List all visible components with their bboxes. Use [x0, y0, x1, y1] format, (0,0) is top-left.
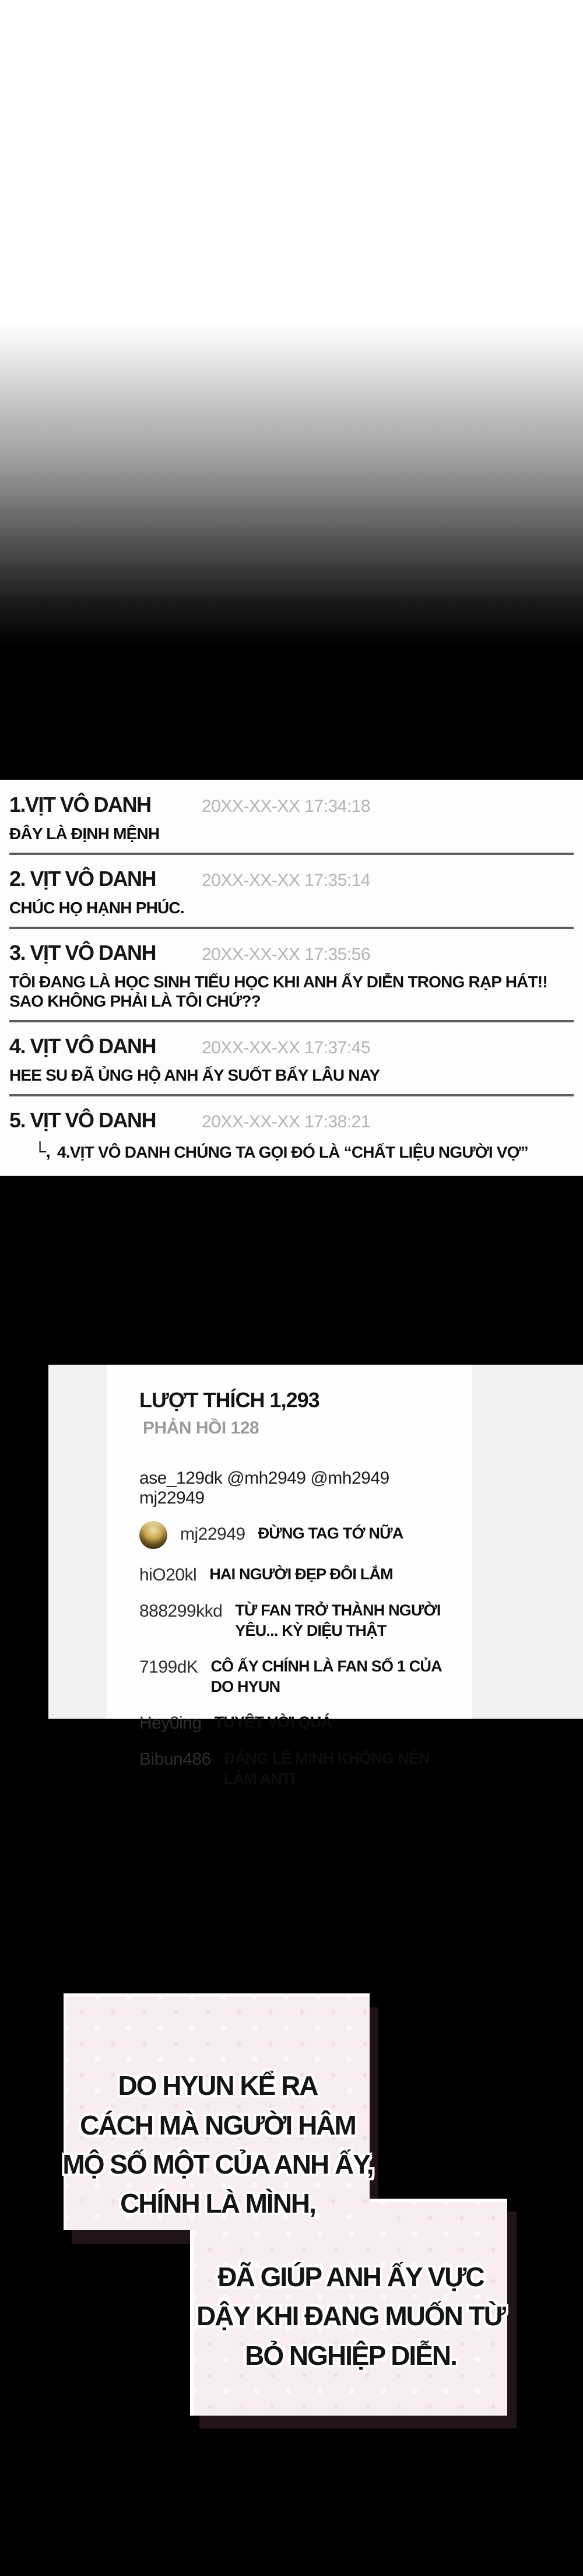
comment-entry: [9, 1096, 574, 1171]
comment-author: 2. VỊT VÔ DANH: [9, 867, 156, 891]
fan-message: ĐỪNG TAG TỚ NỮA: [258, 1524, 403, 1542]
fan-message: HAI NGƯỜI ĐẸP ĐÔI LẮM: [209, 1565, 393, 1583]
narration-box-1: [62, 1993, 373, 2230]
fan-username: mj22949: [180, 1524, 245, 1544]
comment-author: 5. VỊT VÔ DANH: [9, 1108, 156, 1133]
fan-message: TỪ FAN TRỞ THÀNH NGƯỜI YÊU... KỲ DIỆU THẬT: [235, 1601, 441, 1640]
comment-entry: [9, 929, 574, 1022]
fan-username: 7199dK: [139, 1657, 198, 1677]
likes-count: LƯỢT THÍCH 1,293: [139, 1388, 319, 1412]
narration-box-2: [190, 2199, 507, 2416]
replies-count: PHẢN HỒI 128: [143, 1418, 259, 1438]
comment-entry-header: [9, 867, 574, 891]
comment-author: 4. VỊT VÔ DANH: [9, 1034, 156, 1059]
avatar: [139, 1521, 167, 1549]
narration-line: MỘ SỐ MỘT CỦA ANH ẤY,: [62, 2149, 373, 2179]
comment-timestamp: 20XX-XX-XX 17:37:45: [202, 1038, 371, 1058]
fan-comment-list: [139, 1523, 456, 1790]
fan-username: Bibun486: [139, 1750, 211, 1769]
comment-body: ĐÂY LÀ ĐỊNH MỆNH: [9, 825, 160, 843]
fan-comment-row: [139, 1656, 456, 1697]
narration-line: BỎ NGHIỆP DIỄN.: [245, 2340, 456, 2371]
narration-line: ĐÃ GIÚP ANH ẤY VỰC: [217, 2262, 484, 2293]
narration-line: DO HYUN KỂ RA: [118, 2070, 318, 2101]
fan-message: CÔ ẤY CHÍNH LÀ FAN SỐ 1 CỦA DO HYUN: [210, 1657, 441, 1696]
comment-entry-header: [9, 1034, 574, 1059]
reply-arrow-icon: └,: [34, 1142, 50, 1162]
fan-comment-row: [139, 1564, 456, 1585]
fan-post-card: [107, 1365, 472, 1788]
comment-entry: [9, 781, 574, 855]
comment-author: 1.VỊT VÔ DANH: [9, 793, 151, 816]
comment-entry-header: [9, 793, 574, 817]
comment-body: CHÚC HỌ HẠNH PHÚC.: [9, 899, 184, 917]
fan-post-panel: [48, 1365, 583, 1788]
fan-comment-row: [139, 1523, 456, 1549]
comment-timestamp: 20XX-XX-XX 17:35:14: [202, 871, 371, 891]
fan-message: ĐÁNG LẼ MÌNH KHÔNG NÊN LÀM ANTI: [223, 1750, 430, 1788]
fan-message: TUYỆT VỜI QUÁ: [214, 1713, 332, 1732]
fan-comment-row: [139, 1600, 456, 1641]
tag-line: ase_129dk @mh2949 @mh2949 mj22949: [139, 1469, 389, 1508]
narration-line: CÁCH MÀ NGƯỜI HÂM: [80, 2109, 356, 2140]
top-gradient: [0, 0, 583, 647]
fan-username: Hey0ing: [139, 1713, 202, 1733]
fan-username: 888299kkd: [139, 1601, 223, 1621]
comment-reply: [34, 1143, 574, 1162]
comment-timestamp: 20XX-XX-XX 17:34:18: [202, 797, 371, 816]
comment-author: 3. VỊT VÔ DANH: [9, 941, 156, 965]
fan-comment-row: [139, 1748, 456, 1789]
fan-comment-row: [139, 1712, 456, 1733]
narration-line: DẬY KHI ĐANG MUỐN TỪ: [196, 2301, 505, 2332]
comment-body: HEE SU ĐÃ ỦNG HỘ ANH ẤY SUỐT BẤY LÂU NAY: [9, 1066, 380, 1085]
comment-reply-text: 4.VỊT VÔ DANH CHÚNG TA GỌI ĐÓ LÀ “CHẤT LIỆU NGƯỜI VỢ”: [57, 1143, 528, 1162]
comment-entry-header: [9, 1108, 574, 1133]
comment-timestamp: 20XX-XX-XX 17:35:56: [202, 945, 371, 965]
comment-body: TÔI ĐANG LÀ HỌC SINH TIỂU HỌC KHI ANH ẤY DIỄN TRONG RẠP HÁT!! SAO KHÔNG PHẢI LÀ TÔI CHỨ??: [9, 973, 547, 1011]
fan-username: hiO20kl: [139, 1565, 197, 1585]
comment-board-panel: [0, 780, 583, 1176]
comment-timestamp: 20XX-XX-XX 17:38:21: [202, 1112, 371, 1132]
comment-entry: [9, 1022, 574, 1096]
narration-line: CHÍNH LÀ MÌNH,: [120, 2188, 315, 2218]
comment-entry: [9, 855, 574, 929]
comment-entry-header: [9, 941, 574, 965]
